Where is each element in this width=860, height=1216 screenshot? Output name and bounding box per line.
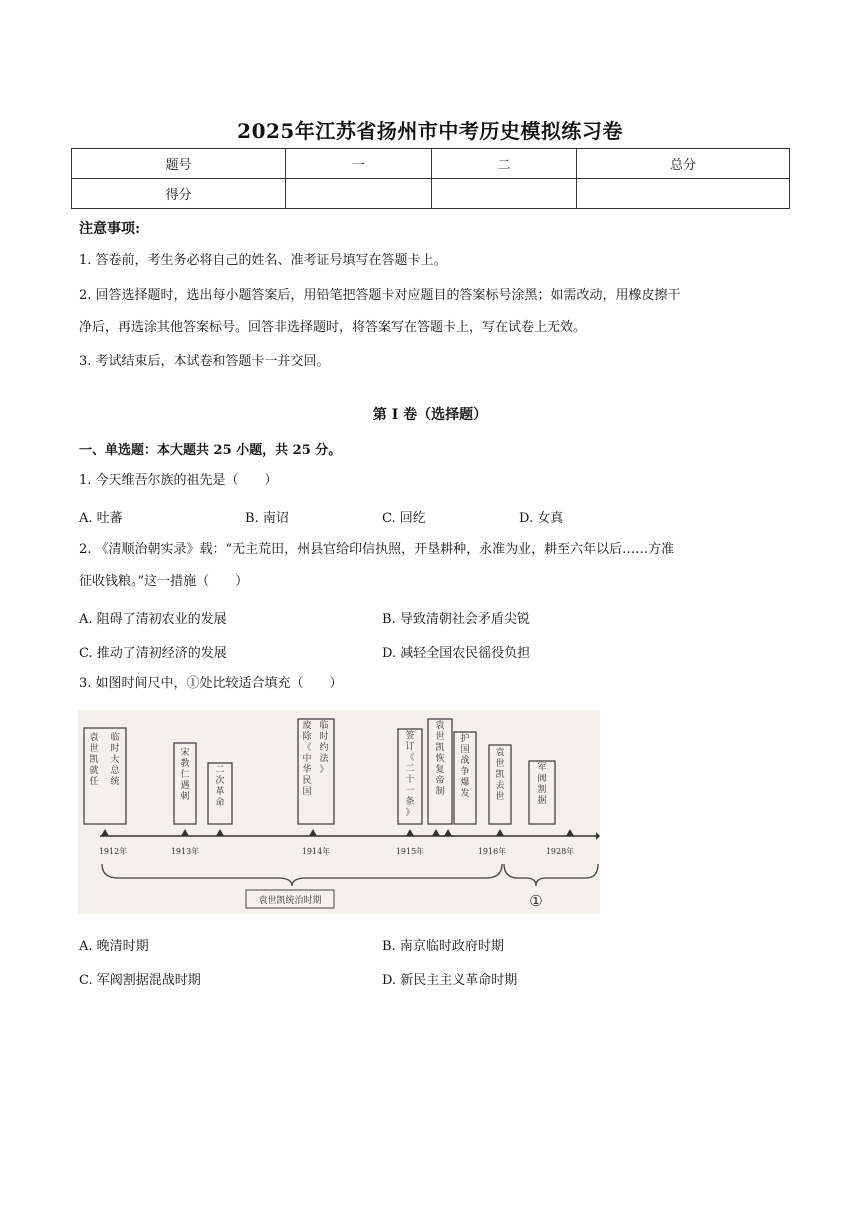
question-stem: 1. 今天维吾尔族的祖先是（ ）: [79, 473, 278, 488]
year-label: 1912年: [98, 847, 128, 856]
event-label: 签订《二十一条》: [405, 731, 415, 818]
question-option: D. 女真: [519, 511, 564, 526]
score-table: [71, 148, 790, 209]
tick-marker: [101, 829, 109, 836]
score-cell: [577, 179, 790, 209]
tick-marker: [309, 829, 317, 836]
question-option: C. 军阀割据混战时期: [79, 973, 201, 988]
question-option: A. 阻碍了清初农业的发展: [79, 612, 227, 627]
tick-marker: [432, 829, 440, 836]
timeline-svg: [78, 710, 600, 914]
score-row-label: 得分: [72, 179, 286, 209]
section-title: 第 I 卷（选择题）: [372, 407, 488, 423]
event-label: 宋教仁遇刺: [180, 748, 190, 802]
event-label: 临时约法》: [319, 721, 329, 775]
score-cell: [286, 179, 432, 209]
score-header-cell: 总分: [577, 149, 790, 179]
question-option: C. 回纥: [382, 511, 426, 526]
year-label: 1914年: [301, 847, 331, 856]
score-header-cell: 二: [432, 149, 577, 179]
tick-marker: [406, 829, 414, 836]
event-label: 袁世凯就任: [89, 733, 99, 787]
exam-title: 2025年江苏省扬州市中考历史模拟练习卷: [237, 119, 623, 143]
score-table-header-row: [72, 149, 790, 179]
event-label: 二次革命: [215, 765, 225, 808]
year-label: 1915年: [395, 847, 425, 856]
question-option: C. 推动了清初经济的发展: [79, 646, 227, 661]
score-table-score-row: [72, 179, 790, 209]
event-label: 袁世凯去世: [495, 748, 505, 802]
question-option: B. 导致清朝社会矛盾尖锐: [382, 612, 530, 627]
event-label: 废除《中华民国: [302, 721, 312, 797]
event-label: 袁世凯恢复帝制: [435, 721, 445, 797]
tick-marker: [496, 829, 504, 836]
blank-brace: [504, 864, 598, 886]
question-stem: 征收钱粮。”这一措施（ ）: [79, 574, 249, 589]
question-stem: 2. 《清顺治朝实录》载：“无主荒田，州县官给印信执照，开垦耕种，永准为业，耕至六年以后……方准: [79, 542, 675, 557]
period-label: 袁世凯统治时期: [258, 896, 322, 906]
event-label: 临时大总统: [110, 733, 120, 787]
score-cell: [432, 179, 577, 209]
question-option: A. 晚清时期: [79, 939, 149, 954]
score-header-cell: 题号: [72, 149, 286, 179]
event-label: 军阀割据: [537, 763, 547, 806]
question-option: B. 南诏: [245, 511, 289, 526]
tick-marker: [216, 829, 224, 836]
notice-item: 3. 考试结束后，本试卷和答题卡一并交回。: [79, 354, 330, 369]
notice-item: 净后，再选涂其他答案标号。回答非选择题时，将答案写在答题卡上，写在试卷上无效。: [79, 320, 587, 335]
period-brace: [102, 864, 502, 886]
tick-marker: [566, 829, 574, 836]
tick-marker: [181, 829, 189, 836]
event-label: 护国战争爆发: [460, 734, 470, 799]
notice-item: 2. 回答选择题时，选出每小题答案后，用铅笔把答题卡对应题目的答案标号涂黑；如需改动，用橡皮擦干: [79, 288, 681, 303]
year-label: 1928年: [545, 847, 575, 856]
year-label: 1913年: [170, 847, 200, 856]
question-option: D. 新民主主义革命时期: [382, 973, 518, 988]
part-heading: 一、单选题：本大题共 25 小题，共 25 分。: [79, 443, 342, 458]
axis-arrow: [596, 832, 600, 840]
question-option: A. 吐蕃: [79, 511, 123, 526]
notice-heading: 注意事项:: [79, 221, 141, 237]
timeline-figure: [78, 710, 600, 914]
blank-label: ①: [529, 892, 543, 910]
question-option: B. 南京临时政府时期: [382, 939, 504, 954]
notice-item: 1. 答卷前，考生务必将自己的姓名、准考证号填写在答题卡上。: [79, 253, 447, 268]
score-header-cell: 一: [286, 149, 432, 179]
tick-marker: [444, 829, 452, 836]
year-label: 1916年: [477, 847, 507, 856]
question-stem: 3. 如图时间尺中，①处比较适合填充（ ）: [79, 676, 343, 691]
question-option: D. 减轻全国农民徭役负担: [382, 646, 531, 661]
